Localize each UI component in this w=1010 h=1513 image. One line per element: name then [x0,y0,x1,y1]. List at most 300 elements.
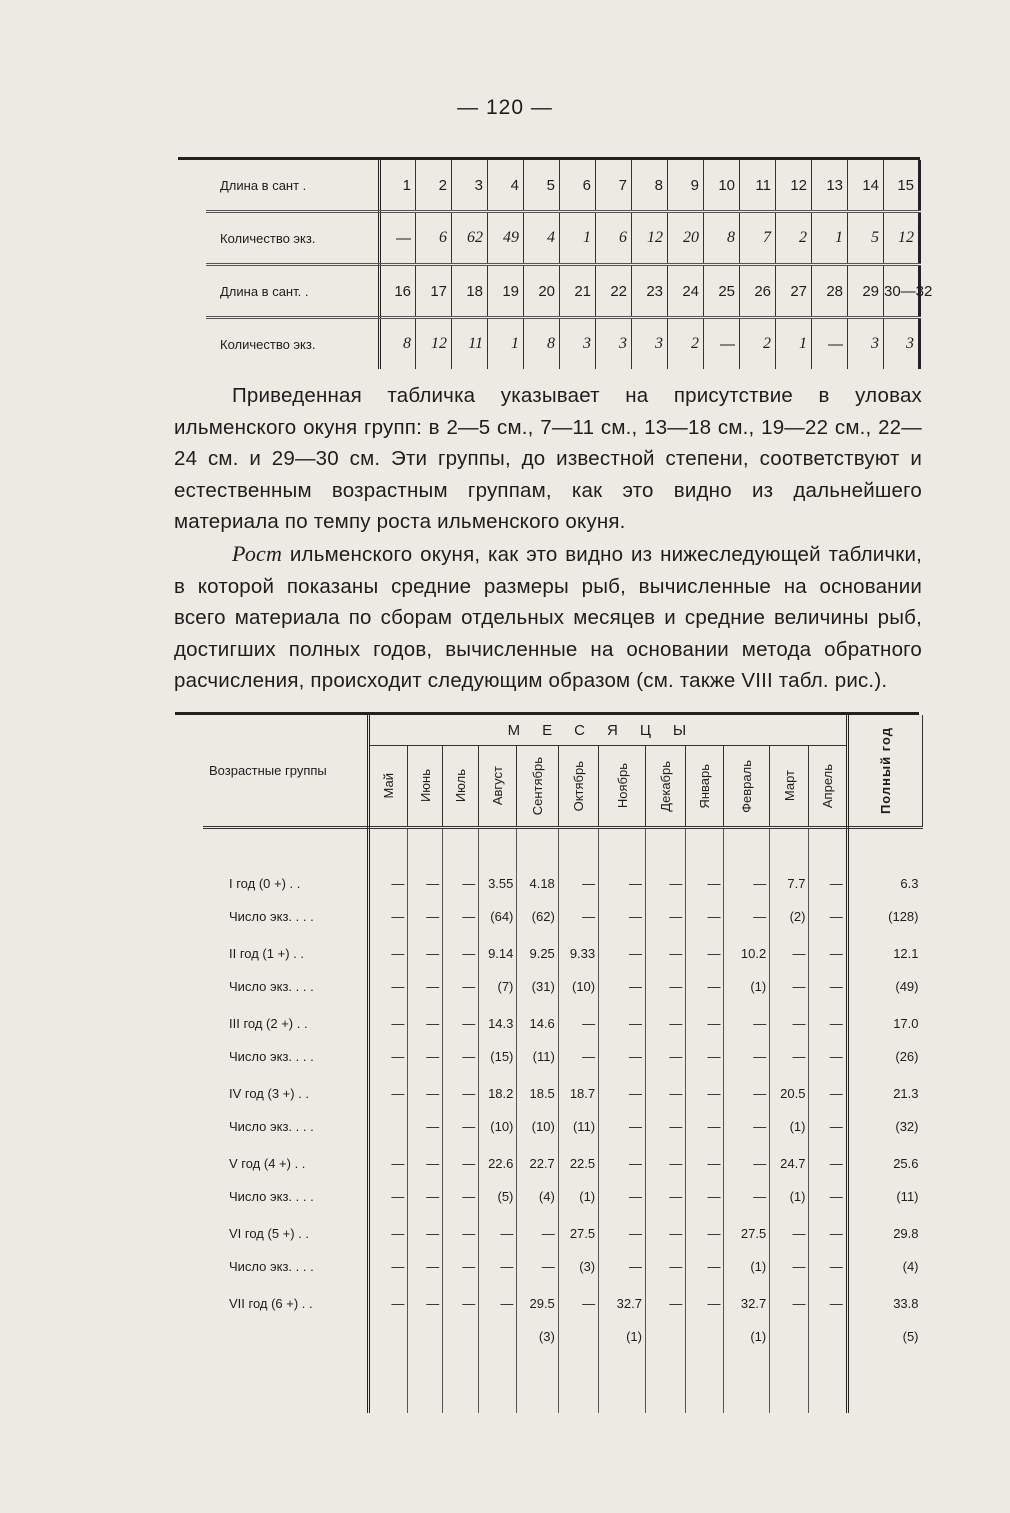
month-label: Август [490,766,506,806]
month-label: Март [781,770,797,802]
month-label: Июнь [417,769,433,803]
count-row [203,1250,923,1283]
tail-cell [847,1353,922,1413]
full-year-header [847,715,922,828]
table-cell: — [479,1250,517,1283]
month-header [599,746,646,828]
table-cell: — [558,1040,598,1073]
count-row-label: Количество экз. [206,318,380,370]
table-cell: 9.25 [517,937,558,970]
table-cell [558,1320,598,1353]
tail-row [203,1353,923,1413]
table-cell: — [724,1077,770,1110]
spacer-cell [809,828,847,868]
row-label: Число экз. . . . [203,1110,369,1143]
tail-cell [686,1353,724,1413]
table-cell: 3.55 [479,867,517,900]
table-cell: — [770,1040,809,1073]
table-cell: — [479,1217,517,1250]
table-cell: 32.7 [724,1287,770,1320]
table-cell: — [558,1007,598,1040]
table-cell: 27.5 [724,1217,770,1250]
table-cell: — [645,1180,685,1213]
table-cell: (1) [724,970,770,1003]
table-cell: — [408,1180,443,1213]
table-cell: — [724,1007,770,1040]
tail-cell [599,1353,646,1413]
table-cell: — [479,1287,517,1320]
table-cell: — [724,867,770,900]
table-cell: (7) [479,970,517,1003]
table-cell: — [408,970,443,1003]
full-year-cell: (128) [847,900,922,933]
table-cell: 18.2 [479,1077,517,1110]
table-cell: — [809,1007,847,1040]
table-cell: — [599,1217,646,1250]
table-cell: — [408,1147,443,1180]
table-cell: — [408,1110,443,1143]
table-cell: — [686,1250,724,1283]
table-cell [443,1320,479,1353]
spacer-cell [686,828,724,868]
table-cell: — [809,1180,847,1213]
cell: 8 [704,212,740,265]
month-label: Октябрь [570,760,586,812]
table-cell: — [369,1007,408,1040]
table-cell: — [443,1110,479,1143]
count-row [206,212,920,265]
row-label: Число экз. . . . [203,1180,369,1213]
table-cell: — [809,1147,847,1180]
table-cell: — [599,1180,646,1213]
cell: 11 [452,318,488,370]
table-cell: — [443,1180,479,1213]
tail-cell [770,1353,809,1413]
month-label: Январь [697,763,713,809]
table-cell: (11) [517,1040,558,1073]
table-cell: — [369,900,408,933]
spacer-cell [203,828,369,868]
table-cell: (1) [724,1250,770,1283]
table-cell: — [558,867,598,900]
table-cell: — [686,1007,724,1040]
tail-cell [369,1353,408,1413]
table-cell: — [517,1250,558,1283]
table-cell: — [599,1110,646,1143]
table-cell: 24.7 [770,1147,809,1180]
table-cell: — [599,1250,646,1283]
tail-cell [443,1353,479,1413]
table-cell: — [770,937,809,970]
cell: 6 [416,212,452,265]
table-cell: — [599,1077,646,1110]
month-header [517,746,558,828]
cell: 62 [452,212,488,265]
table-cell: — [369,867,408,900]
table-cell: 32.7 [599,1287,646,1320]
row-label: VII год (6 +) . . [203,1287,369,1320]
tail-cell [724,1353,770,1413]
cell: 20 [668,212,704,265]
table-cell: — [686,867,724,900]
cell: 19 [488,265,524,318]
table-cell: — [369,1217,408,1250]
full-year-cell: 21.3 [847,1077,922,1110]
row-label: Число экз. . . . [203,900,369,933]
table-cell: — [408,1250,443,1283]
table-cell: — [443,867,479,900]
table-cell: — [809,1110,847,1143]
row-label: Число экз. . . . [203,970,369,1003]
full-year-cell: (32) [847,1110,922,1143]
table-cell: 29.5 [517,1287,558,1320]
cell: 6 [596,212,632,265]
full-year-label: Полный год [877,726,893,815]
cell: 16 [380,265,416,318]
cell: 25 [704,265,740,318]
paragraph-text: ильменского окуня, как это видно из нижеследующей таблички, в которой показаны средние размеры рыб, вычисленные на основании всего материала по сборам отдельных месяцев и средние величины рыб, достигших полных годов, вычисленные на основании метода обратного расчисления, происходит следующим образом (см. также VIII табл. рис.). [174,542,922,693]
full-year-cell: (11) [847,1180,922,1213]
length-row [206,265,920,318]
table-cell: — [443,1217,479,1250]
table-cell: 4.18 [517,867,558,900]
count-row [203,1040,923,1073]
table-cell: (11) [558,1110,598,1143]
table-cell: (62) [517,900,558,933]
cell: 12 [416,318,452,370]
cell: 20 [524,265,560,318]
table-cell: — [770,970,809,1003]
row-label: II год (1 +) . . [203,937,369,970]
month-header [369,746,408,828]
table-cell: (1) [770,1110,809,1143]
age-group-row [203,1147,923,1180]
table-cell: — [809,970,847,1003]
cell: 30—32 [884,265,920,318]
cell: 8 [524,318,560,370]
table-cell: 20.5 [770,1077,809,1110]
month-label: Май [381,773,397,799]
spacer-cell [724,828,770,868]
cell: 3 [884,318,920,370]
table-cell: — [408,1077,443,1110]
table-cell: 18.5 [517,1077,558,1110]
cell: 2 [740,318,776,370]
table-cell: (3) [517,1320,558,1353]
cell: 24 [668,265,704,318]
table-cell: 14.3 [479,1007,517,1040]
table-cell: — [809,1287,847,1320]
row-label: VI год (5 +) . . [203,1217,369,1250]
table-cell: (15) [479,1040,517,1073]
table-cell: — [408,867,443,900]
month-header [479,746,517,828]
month-header [645,746,685,828]
cell: 3 [560,318,596,370]
month-header [686,746,724,828]
table-cell: — [770,1250,809,1283]
growth-table [175,712,919,1413]
spacer-cell [408,828,443,868]
table-cell: — [599,1007,646,1040]
full-year-cell: (49) [847,970,922,1003]
full-year-cell: (26) [847,1040,922,1073]
table-cell: — [443,900,479,933]
age-group-row [203,1007,923,1040]
cell: 1 [812,212,848,265]
table-cell: — [369,1250,408,1283]
age-group-row [203,1287,923,1320]
spacer-cell [847,828,922,868]
count-row [203,900,923,933]
table-cell: — [645,937,685,970]
table-cell: (10) [479,1110,517,1143]
spacer-cell [479,828,517,868]
table-cell: — [558,1287,598,1320]
full-year-cell: 17.0 [847,1007,922,1040]
cell: 15 [884,160,920,212]
cell: — [704,318,740,370]
page-number: — 120 — [457,96,553,119]
cell: 2 [776,212,812,265]
emphasis: Рост [232,540,283,566]
spacer-cell [645,828,685,868]
paragraph [174,538,922,697]
table-cell: (1) [770,1180,809,1213]
table-cell: (10) [558,970,598,1003]
table-cell: — [408,900,443,933]
table-cell: — [369,1147,408,1180]
table-cell: — [443,1077,479,1110]
spacer-cell [770,828,809,868]
month-header [770,746,809,828]
full-year-cell: 25.6 [847,1147,922,1180]
table-cell: — [369,1077,408,1110]
length-row-label: Длина в сант. . [206,265,380,318]
table-cell: — [686,1077,724,1110]
cell: 7 [596,160,632,212]
table-cell: 22.5 [558,1147,598,1180]
full-year-cell: 29.8 [847,1217,922,1250]
row-label [203,1320,369,1353]
cell: 11 [740,160,776,212]
table-cell: — [645,1040,685,1073]
header-row [203,715,923,746]
cell: 6 [560,160,596,212]
cell: 22 [596,265,632,318]
table-cell: 18.7 [558,1077,598,1110]
table-cell: — [443,970,479,1003]
table-cell: — [599,900,646,933]
full-year-cell: 6.3 [847,867,922,900]
age-group-row [203,867,923,900]
cell: — [812,318,848,370]
table-cell: — [645,1217,685,1250]
table-cell: (1) [599,1320,646,1353]
table-cell: — [809,937,847,970]
table-cell: — [408,1040,443,1073]
row-label: I год (0 +) . . [203,867,369,900]
count-row [203,970,923,1003]
table-cell: — [724,1040,770,1073]
table-cell: — [770,1007,809,1040]
table-cell: — [369,1040,408,1073]
table-cell: 9.33 [558,937,598,970]
count-row-label: Количество экз. [206,212,380,265]
cell: 23 [632,265,668,318]
table-cell: — [724,1180,770,1213]
month-label: Февраль [739,759,755,813]
length-table [178,157,933,369]
cell: 10 [704,160,740,212]
table-cell: — [686,1110,724,1143]
cell: 1 [776,318,812,370]
cell: 1 [488,318,524,370]
table-cell: (31) [517,970,558,1003]
table-cell: 22.6 [479,1147,517,1180]
table-cell: — [645,1077,685,1110]
row-label: III год (2 +) . . [203,1007,369,1040]
body-text [174,380,922,697]
table-cell: — [645,867,685,900]
groups-header: Возрастные группы [203,715,369,828]
cell: 13 [812,160,848,212]
table-cell: — [517,1217,558,1250]
tail-cell [203,1353,369,1413]
age-group-row [203,1077,923,1110]
cell: 28 [812,265,848,318]
table-cell: — [809,1040,847,1073]
cell: 12 [884,212,920,265]
month-header [443,746,479,828]
table-cell: — [686,937,724,970]
table-cell: — [724,900,770,933]
cell: 27 [776,265,812,318]
table-cell: — [645,1110,685,1143]
table-cell: — [686,1217,724,1250]
table-cell: — [686,970,724,1003]
table-cell: — [686,900,724,933]
cell: 21 [560,265,596,318]
table-cell: 27.5 [558,1217,598,1250]
table-cell: — [369,937,408,970]
full-year-cell: 33.8 [847,1287,922,1320]
table-cell: (1) [724,1320,770,1353]
table-cell: — [809,867,847,900]
cell: 29 [848,265,884,318]
cell: 12 [776,160,812,212]
cell: 5 [524,160,560,212]
table-cell: — [599,1147,646,1180]
month-header [809,746,847,828]
table-cell [369,1110,408,1143]
cell: 17 [416,265,452,318]
table-cell: (4) [517,1180,558,1213]
spacer-cell [558,828,598,868]
table-cell: — [408,1287,443,1320]
table-cell: — [408,937,443,970]
row-label: Число экз. . . . [203,1040,369,1073]
months-header: МЕСЯЦЫ [369,715,848,746]
table-cell: — [645,1007,685,1040]
table-cell: (2) [770,900,809,933]
table-cell: — [599,937,646,970]
month-label: Июль [453,769,469,803]
table-cell: — [645,1147,685,1180]
month-label: Сентябрь [530,756,546,816]
cell: 26 [740,265,776,318]
cell: 9 [668,160,704,212]
length-row [206,160,920,212]
cell: 1 [560,212,596,265]
table-cell: — [686,1147,724,1180]
table-cell: — [645,1287,685,1320]
tail-cell [558,1353,598,1413]
table-cell: — [770,1287,809,1320]
cell: 12 [632,212,668,265]
table-cell: — [599,1040,646,1073]
count-row [206,318,920,370]
table-cell: 10.2 [724,937,770,970]
tail-cell [645,1353,685,1413]
cell: 5 [848,212,884,265]
table-cell [369,1320,408,1353]
table-cell: — [443,1287,479,1320]
table-cell: — [645,970,685,1003]
table-cell: — [369,1180,408,1213]
spacer-cell [443,828,479,868]
spacer-cell [517,828,558,868]
month-header [558,746,598,828]
table-cell: — [408,1007,443,1040]
cell: 1 [380,160,416,212]
table-cell: — [724,1110,770,1143]
table-cell: — [369,1287,408,1320]
table-cell: — [369,970,408,1003]
table-cell: — [724,1147,770,1180]
table-cell: — [443,1250,479,1283]
cell: 3 [596,318,632,370]
row-label: Число экз. . . . [203,1250,369,1283]
table-cell: — [599,867,646,900]
cell: 49 [488,212,524,265]
table-cell [809,1320,847,1353]
table-cell: — [686,1287,724,1320]
table-cell [408,1320,443,1353]
spacer-row [203,828,923,868]
table-cell: — [809,900,847,933]
spacer-cell [599,828,646,868]
table-cell [479,1320,517,1353]
table-cell: — [443,1040,479,1073]
table-cell: 14.6 [517,1007,558,1040]
cell: 4 [524,212,560,265]
cell: 3 [848,318,884,370]
table-cell: — [408,1217,443,1250]
table-cell: — [645,1250,685,1283]
cell: 8 [632,160,668,212]
full-year-cell: 12.1 [847,937,922,970]
table-cell: — [770,1217,809,1250]
cell: 3 [632,318,668,370]
table-cell: — [809,1250,847,1283]
cell: 2 [668,318,704,370]
tail-cell [479,1353,517,1413]
table-cell: (64) [479,900,517,933]
paragraph: Приведенная табличка указывает на присутствие в уловах ильменского окуня групп: в 2—5 см., 7—11 см., 13—18 см., 19—22 см., 22—24 см. и 29—30 см. Эти группы, до известной степени, соответствуют и естественным возрастным группам, как это видно из дальнейшего материала по темпу роста ильменского окуня. [174,384,922,534]
table-cell: (3) [558,1250,598,1283]
cell: 14 [848,160,884,212]
